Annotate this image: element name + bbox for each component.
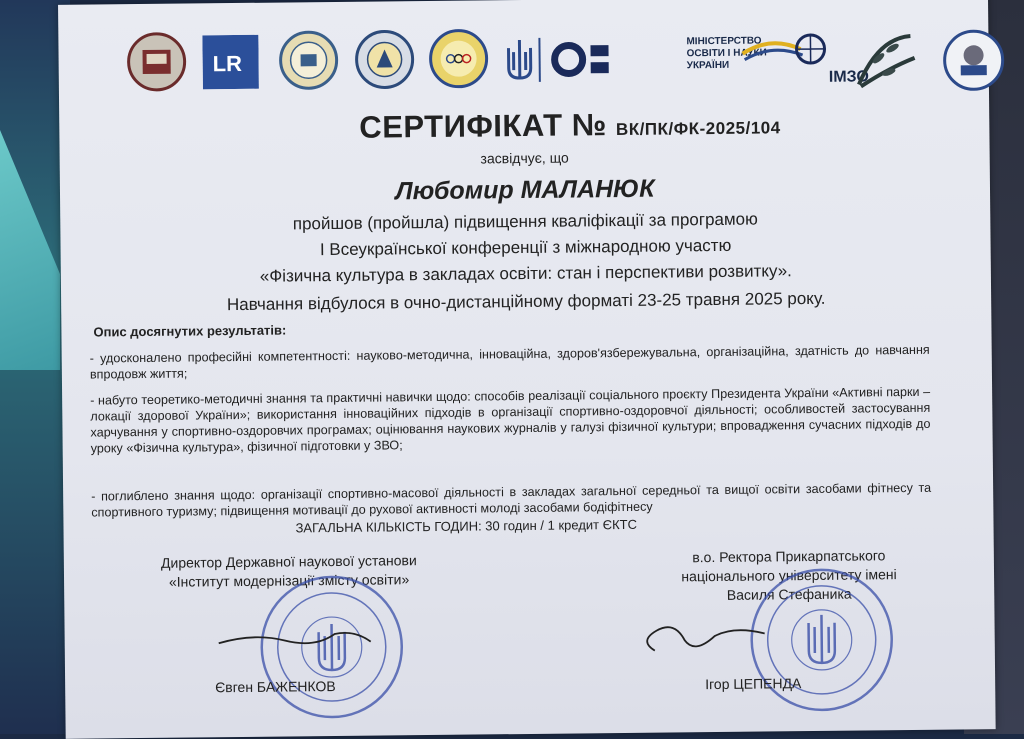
right-title-line-2: національного університету імені xyxy=(681,566,897,585)
right-signature-icon xyxy=(634,609,785,671)
program-line-4: Навчання відбулося в очно-дистанційному форматі 23-25 травня 2025 року. xyxy=(226,288,826,315)
university-seal-icon xyxy=(278,30,339,91)
result-item-2: - набуто теоретико-методичні знання та практичні навички щодо: способів реалізації соціального проєкту Президента України «Активні парки – локації здорової України»; використання інноваційних підходів в організації спортивно-оздоровчої діяльності; особливостей застосування харчування у спортивно-оздоровчих програмах; оцінювання наукових журналів у галузі фізичної культури; впровадження сучасних підходів до уроку «Фізична культура», фізичної підготовки у ЗВО; xyxy=(90,384,931,456)
faculty-seal-icon xyxy=(354,29,415,90)
left-title-line-2: «Інститут модернізації змісту освіти» xyxy=(168,571,410,590)
ministry-line-3: УКРАЇНИ xyxy=(686,59,730,72)
results-heading: Опис досягнутих результатів: xyxy=(93,322,287,340)
ministry-line-1: МІНІСТЕРСТВО xyxy=(686,35,762,48)
left-title-line-1: Директор Державної наукової установи xyxy=(160,552,417,571)
ukr-institute-logo-icon xyxy=(202,35,259,90)
trident-icon xyxy=(504,38,534,82)
program-line-2: І Всеукраїнської конференції з міжнародною участю xyxy=(319,235,732,260)
academy-seal-icon xyxy=(126,32,187,93)
imzo-label: ІМЗО xyxy=(828,68,869,86)
olympic-committee-seal-icon xyxy=(428,28,489,89)
program-line-1: пройшов (пройшла) підвищення кваліфікації за програмою xyxy=(292,209,758,234)
laurel-icon xyxy=(848,28,919,95)
certificate-number: ВК/ПК/ФК-2025/104 xyxy=(615,118,781,140)
background-teal-shape xyxy=(0,130,60,370)
ministry-logo-icon xyxy=(550,39,612,80)
imzo-globe-icon xyxy=(740,31,830,72)
result-item-3: - поглиблено знання щодо: організації спортивно-масової діяльності в закладах загальної середньої та вищої освіти засобами фітнесу та спортивного туризму; підвищення мотивації до рухової активності молоді засобами бодіфітнесу xyxy=(91,480,932,520)
left-signatory-name: Євген БАЖЕНКОВ xyxy=(215,677,336,696)
recipient-name: Любомир МАЛАНЮК xyxy=(395,174,655,206)
certificate-title-label: СЕРТИФІКАТ № xyxy=(359,107,607,145)
right-title-line-3: Василя Стефаника xyxy=(726,585,852,603)
left-signature-icon xyxy=(214,612,375,664)
logo-divider xyxy=(538,38,540,82)
right-title-line-1: в.о. Ректора Прикарпатського xyxy=(692,547,886,566)
certifies-text: засвідчує, що xyxy=(480,149,569,167)
right-signatory-name: Ігор ЦЕПЕНДА xyxy=(705,675,802,693)
result-item-1: - удосконалено професійні компетентності: науково-методична, інноваційна, здоров'язбережувальна, організаційна, здатність до навчання впродовж життя; xyxy=(89,342,930,382)
program-line-3: «Фізична культура в закладах освіти: стан і перспективи розвитку». xyxy=(259,261,792,286)
ministry-line-2: ОСВІТИ І НАУКИ xyxy=(686,47,767,60)
svg-text:LR: LR xyxy=(212,50,243,77)
certificate-title xyxy=(359,105,781,145)
total-hours: ЗАГАЛЬНА КІЛЬКІСТЬ ГОДИН: 30 годин / 1 кредит ЄКТС xyxy=(295,516,638,536)
certificate-paper xyxy=(58,0,996,739)
precarpathian-university-seal-icon xyxy=(942,29,1005,92)
